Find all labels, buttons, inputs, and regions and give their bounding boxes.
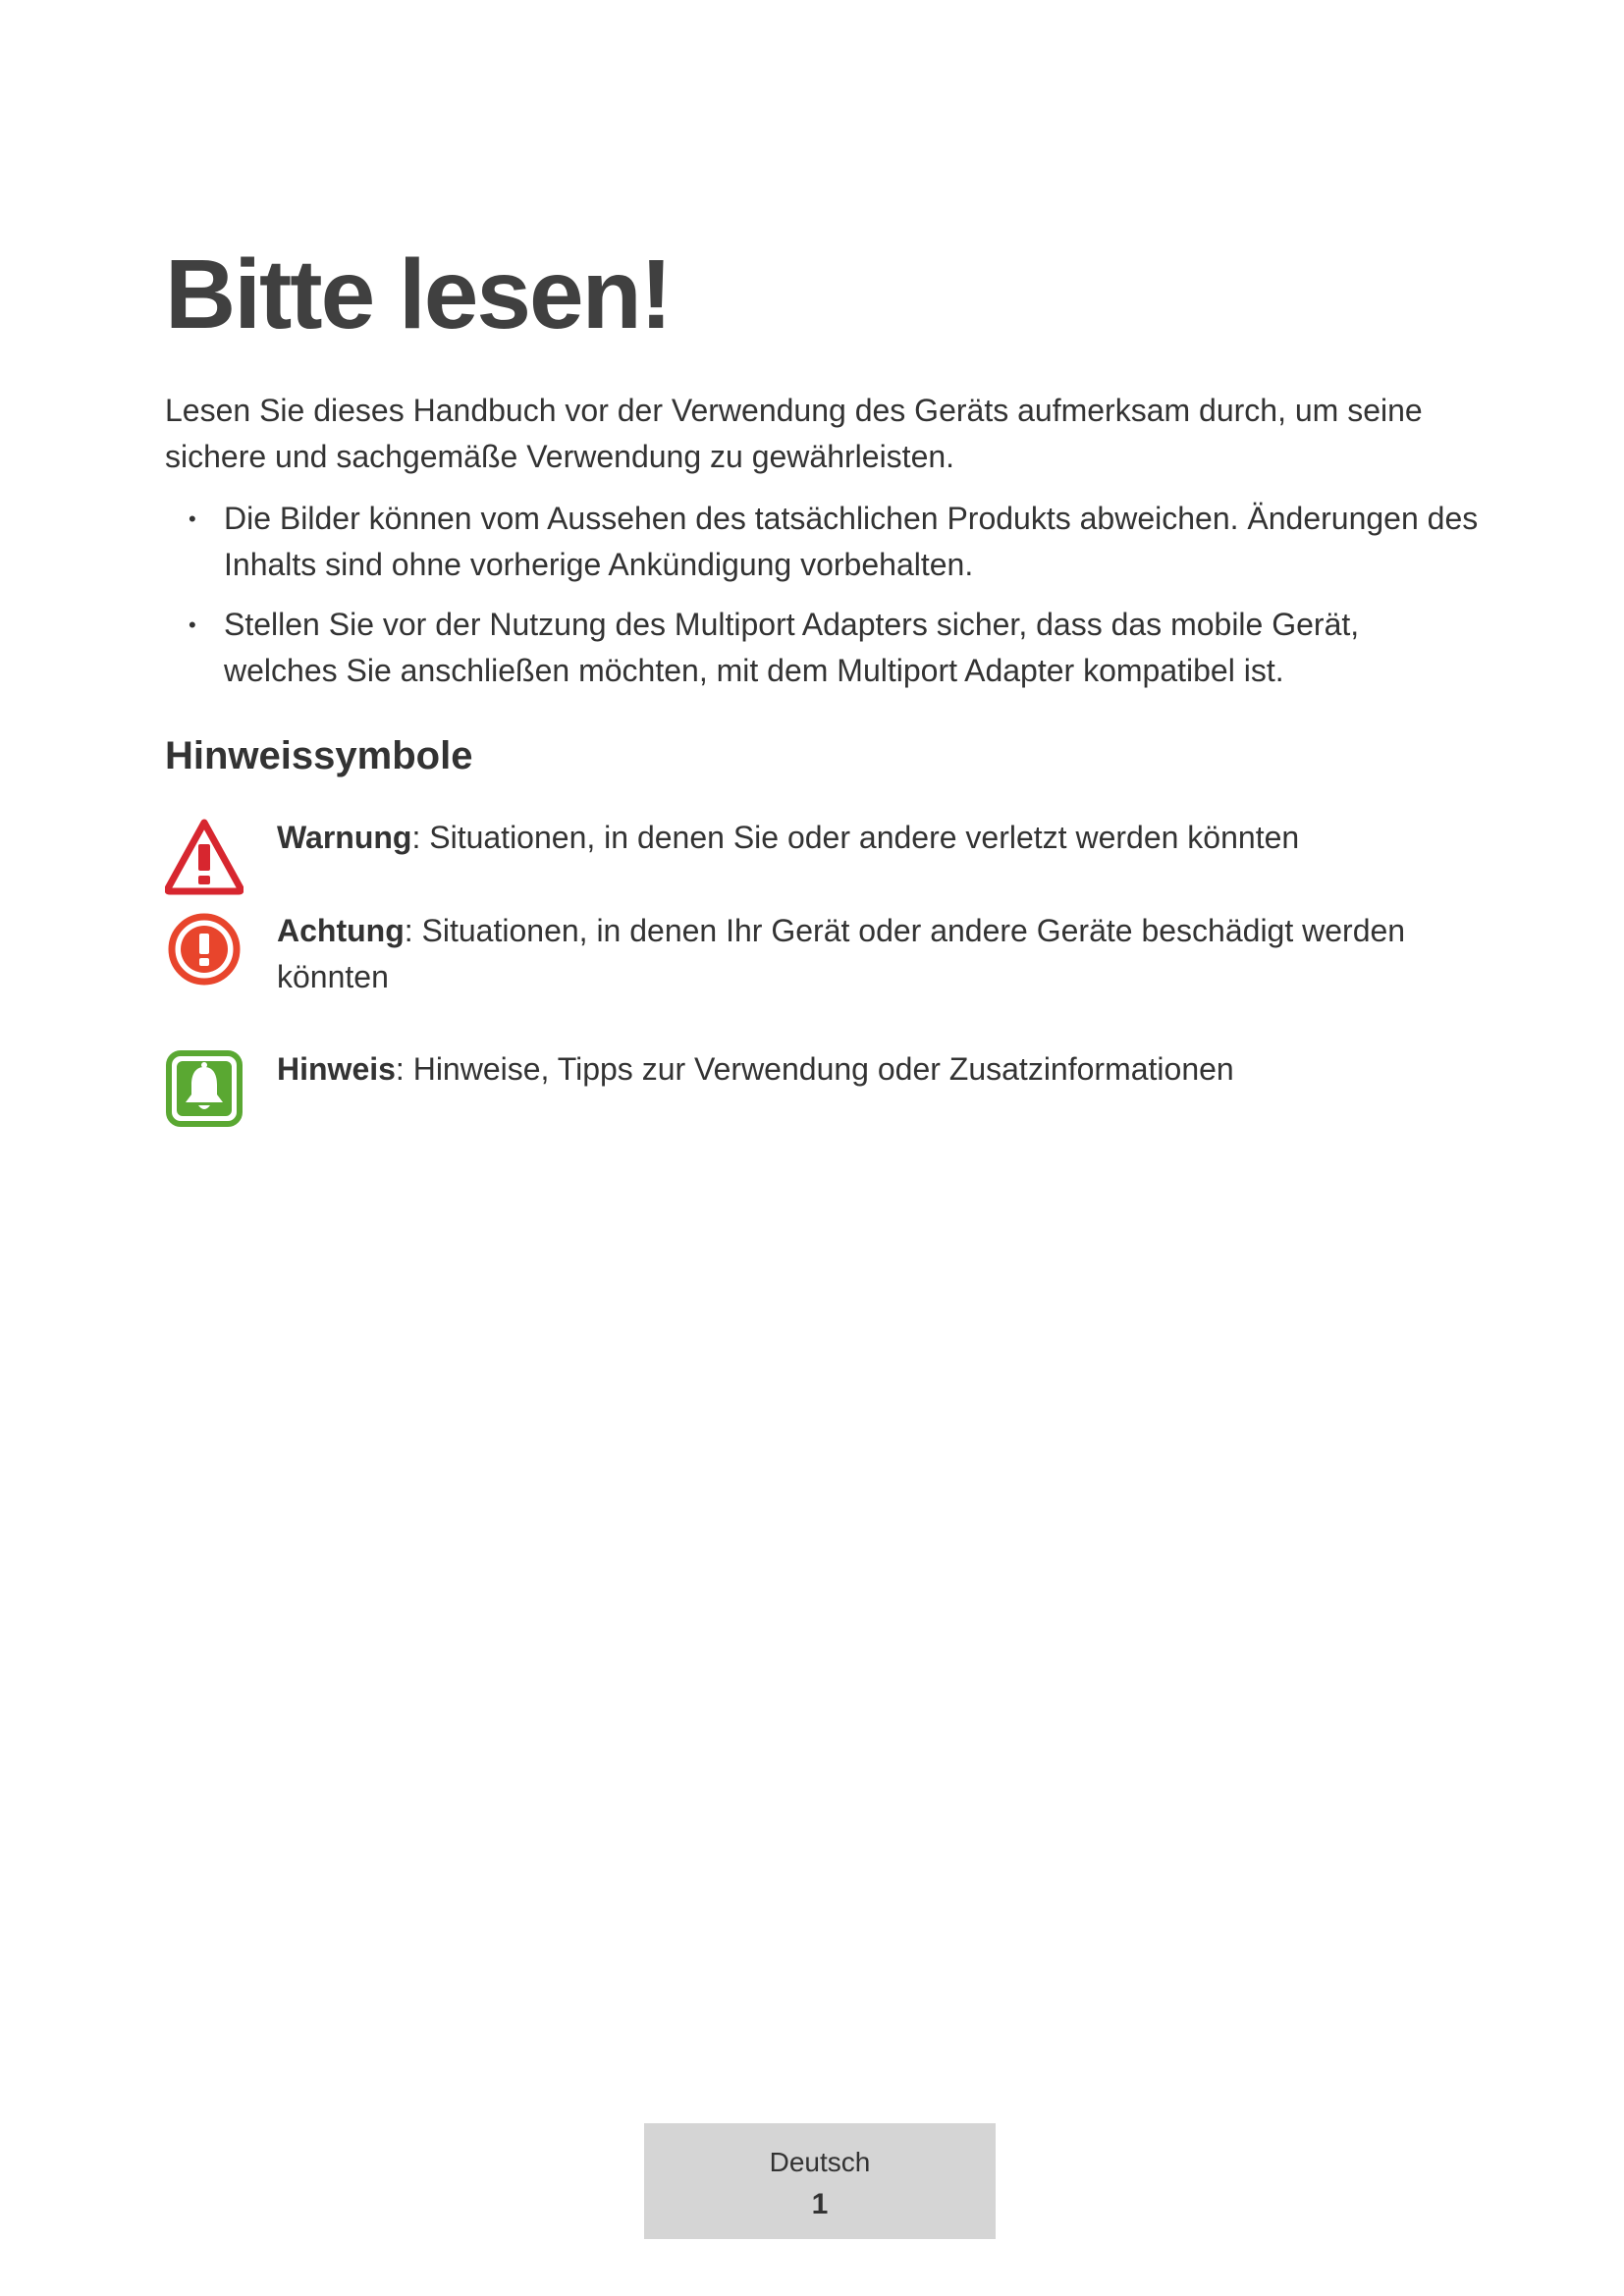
bullet-text: Die Bilder können vom Aussehen des tatsächlichen Produkts abweichen. Änderungen des Inhalts sind ohne vorherige Ankündigung vorbehalten. xyxy=(224,501,1479,582)
notice-term: Warnung xyxy=(277,820,412,855)
notice-description: : Hinweise, Tipps zur Verwendung oder Zusatzinformationen xyxy=(395,1051,1234,1087)
notice-description: : Situationen, in denen Ihr Gerät oder andere Geräte beschädigt werden könnten xyxy=(277,913,1406,994)
notice-text xyxy=(277,815,1475,861)
list-item xyxy=(165,602,1481,694)
page-number: 1 xyxy=(811,2188,829,2220)
footer-language: Deutsch xyxy=(769,2147,871,2177)
page-footer xyxy=(644,2123,996,2239)
notice-text xyxy=(277,1046,1475,1093)
notice-term: Achtung xyxy=(277,913,405,948)
notice-text xyxy=(277,908,1475,1000)
bullet-marker: • xyxy=(189,613,196,637)
page-title: Bitte lesen! xyxy=(165,240,672,349)
intro-paragraph: Lesen Sie dieses Handbuch vor der Verwendung des Geräts aufmerksam durch, um seine sichere und sachgemäße Verwendung zu gewährleisten. xyxy=(165,393,1423,474)
section-heading: Hinweissymbole xyxy=(165,734,473,777)
warning-triangle-icon xyxy=(165,818,244,896)
notice-description: : Situationen, in denen Sie oder andere verletzt werden könnten xyxy=(411,820,1300,855)
bullet-text: Stellen Sie vor der Nutzung des Multiport Adapters sicher, dass das mobile Gerät, welches Sie anschließen möchten, mit dem Multiport Adapter kompatibel ist. xyxy=(224,607,1360,688)
bullet-list xyxy=(165,496,1481,708)
bullet-marker: • xyxy=(189,507,196,531)
list-item xyxy=(165,496,1481,588)
note-bell-icon xyxy=(165,1049,244,1128)
notice-term: Hinweis xyxy=(277,1051,396,1087)
caution-circle-icon xyxy=(165,910,244,988)
